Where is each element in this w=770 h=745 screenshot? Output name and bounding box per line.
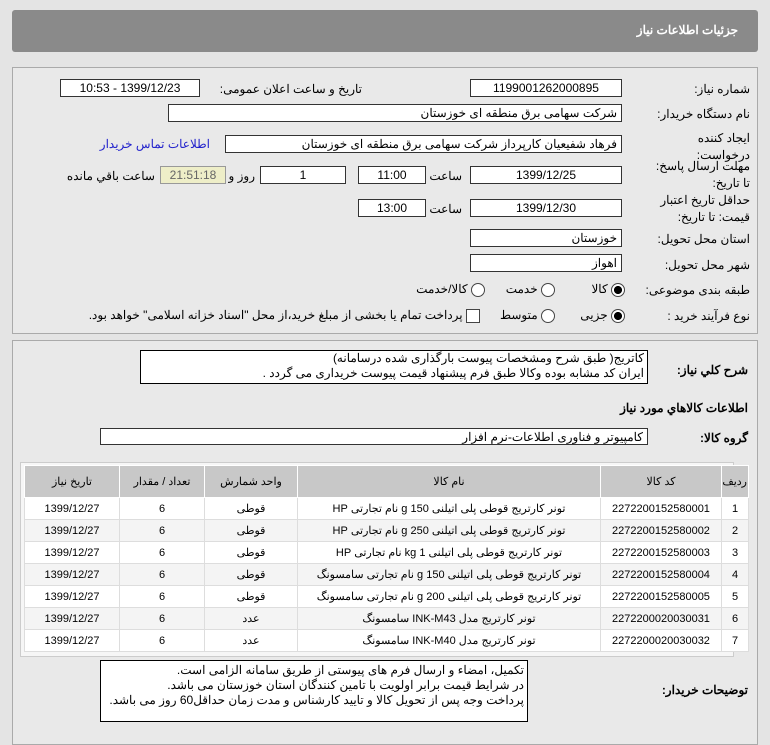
title-bar — [12, 10, 758, 52]
process-label: نوع فرآیند خرید : — [667, 309, 750, 323]
table-cell: 6 — [120, 608, 205, 630]
table-cell: 5 — [722, 586, 749, 608]
table-cell: 1399/12/27 — [25, 498, 120, 520]
table-cell: 6 — [722, 608, 749, 630]
table-cell: تونر کارتریج مدل INK-M40 سامسونگ — [298, 630, 601, 652]
announce-field: 1399/12/23 - 10:53 — [60, 79, 200, 97]
table-cell: 1399/12/27 — [25, 630, 120, 652]
table-cell: 2272200152580002 — [601, 520, 722, 542]
page-title: جزئیات اطلاعات نیاز — [636, 23, 738, 37]
table-row — [25, 608, 749, 630]
description-label: شرح کلي نياز: — [676, 363, 748, 377]
days-label: روز و — [228, 169, 255, 183]
table-cell: 6 — [120, 542, 205, 564]
buyer-notes-label: توضیحات خریدار: — [661, 683, 748, 697]
table-cell: 2272200152580003 — [601, 542, 722, 564]
category-radio-service[interactable]: خدمت — [506, 282, 555, 297]
table-cell: 2272200020030032 — [601, 630, 722, 652]
deadline-date-field: 1399/12/25 — [470, 166, 622, 184]
table-cell: 7 — [722, 630, 749, 652]
deadline-time-label: ساعت — [429, 169, 462, 183]
table-cell: تونر کارتریج قوطی پلی اتیلنی 1 kg نام تجارتی HP — [298, 542, 601, 564]
process-radio-medium[interactable]: متوسط — [500, 308, 555, 323]
deadline-time-field: 11:00 — [358, 166, 426, 184]
column-header: تاریخ نیاز — [25, 466, 120, 498]
table-cell: تونر کارتریج قوطی پلی اتیلنی 150 g نام تجارتی سامسونگ — [298, 564, 601, 586]
announce-label: تاریخ و ساعت اعلان عمومی: — [219, 82, 362, 96]
need-number-label: شماره نیاز: — [694, 82, 750, 96]
table-cell: تونر کارتریج قوطی پلی اتیلنی 250 g نام تجارتی HP — [298, 520, 601, 542]
table-cell: عدد — [205, 630, 298, 652]
province-field: خوزستان — [470, 229, 622, 247]
table-cell: تونر کارتریج مدل INK-M43 سامسونگ — [298, 608, 601, 630]
treasury-payment-checkbox[interactable]: پرداخت تمام یا بخشی از مبلغ خرید،از محل "اسناد خزانه اسلامی" خواهد بود. — [89, 308, 480, 323]
table-cell: 4 — [722, 564, 749, 586]
table-row — [25, 498, 749, 520]
validity-time-field: 13:00 — [358, 199, 426, 217]
buyer-label: نام دستگاه خریدار: — [657, 107, 750, 121]
column-header: ردیف — [722, 466, 749, 498]
table-cell: قوطی — [205, 498, 298, 520]
table-cell: قوطی — [205, 586, 298, 608]
contact-info-link[interactable]: اطلاعات تماس خریدار — [99, 137, 210, 151]
table-row — [25, 630, 749, 652]
table-cell: 2272200020030031 — [601, 608, 722, 630]
table-cell: 1399/12/27 — [25, 520, 120, 542]
table-cell: 1399/12/27 — [25, 542, 120, 564]
column-header: تعداد / مقدار — [120, 466, 205, 498]
table-cell: قوطی — [205, 520, 298, 542]
province-label: استان محل تحویل: — [657, 232, 750, 246]
table-cell: 2272200152580005 — [601, 586, 722, 608]
goods-group-label: گروه کالا: — [700, 431, 748, 445]
table-cell: 6 — [120, 498, 205, 520]
table-cell: 1399/12/27 — [25, 608, 120, 630]
creator-label: ایجاد کننده درخواست: — [696, 131, 750, 162]
table-cell: 1399/12/27 — [25, 564, 120, 586]
buyer-field: شرکت سهامی برق منطقه ای خوزستان — [168, 104, 622, 122]
table-cell: 3 — [722, 542, 749, 564]
remaining-time-field: 21:51:18 — [160, 166, 226, 184]
table-row — [25, 542, 749, 564]
table-cell: 2272200152580001 — [601, 498, 722, 520]
city-field: اهواز — [470, 254, 622, 272]
category-label: طبقه بندی موضوعی: — [645, 283, 750, 297]
goods-section-title: اطلاعات کالاهاي مورد نياز — [620, 401, 748, 415]
table-cell: تونر کارتریج قوطی پلی اتیلنی 200 g نام تجارتی سامسونگ — [298, 586, 601, 608]
need-number-field: 1199001262000895 — [470, 79, 622, 97]
table-cell: تونر کارتریج قوطی پلی اتیلنی 150 g نام تجارتی HP — [298, 498, 601, 520]
validity-date-field: 1399/12/30 — [470, 199, 622, 217]
goods-table — [24, 465, 749, 652]
table-cell: 2 — [722, 520, 749, 542]
table-cell: قوطی — [205, 542, 298, 564]
category-radio-goods[interactable]: کالا — [591, 282, 625, 297]
column-header: نام کالا — [298, 466, 601, 498]
table-cell: 1399/12/27 — [25, 586, 120, 608]
deadline-label: مهلت ارسال پاسخ: تا تاریخ: — [655, 159, 750, 190]
table-cell: 6 — [120, 630, 205, 652]
goods-table-container — [20, 462, 747, 657]
table-cell: 1 — [722, 498, 749, 520]
table-cell: 6 — [120, 520, 205, 542]
remaining-label: ساعت باقي مانده — [66, 169, 155, 183]
process-radio-minor[interactable]: جزیی — [580, 308, 625, 323]
column-header: کد کالا — [601, 466, 722, 498]
validity-label: حداقل تاریخ اعتبار قیمت: تا تاریخ: — [660, 193, 750, 224]
table-row — [25, 520, 749, 542]
description-box: کاتریج( طبق شرح ومشخصات پیوست بارگذاری شده درسامانه) ایران کد مشابه بوده وکالا طبق فرم پیشنهاد قیمت پیوست خریداری می گردد . — [140, 350, 648, 384]
creator-field: فرهاد شفیعیان کارپرداز شرکت سهامی برق منطقه ای خوزستان — [225, 135, 622, 153]
validity-time-label: ساعت — [429, 202, 462, 216]
buyer-notes-box: تکمیل، امضاء و ارسال فرم های پیوستی از طریق سامانه الزامی است. در شرایط قیمت برابر اولویت با تامین کنندگان استان خوزستان می باشد. پرداخت وجه پس از تحویل کالا و تایید کارشناس و مدت زمان حداقل60 روز می باشد. — [100, 660, 528, 722]
table-cell: 6 — [120, 586, 205, 608]
table-cell: 2272200152580004 — [601, 564, 722, 586]
table-row — [25, 564, 749, 586]
table-cell: عدد — [205, 608, 298, 630]
goods-group-field: کامپیوتر و فناوری اطلاعات-نرم افزار — [100, 428, 648, 445]
table-row — [25, 586, 749, 608]
city-label: شهر محل تحویل: — [664, 258, 750, 272]
table-cell: 6 — [120, 564, 205, 586]
column-header: واحد شمارش — [205, 466, 298, 498]
days-field: 1 — [260, 166, 346, 184]
table-cell: قوطی — [205, 564, 298, 586]
category-radio-goods-service[interactable]: کالا/خدمت — [416, 282, 485, 297]
